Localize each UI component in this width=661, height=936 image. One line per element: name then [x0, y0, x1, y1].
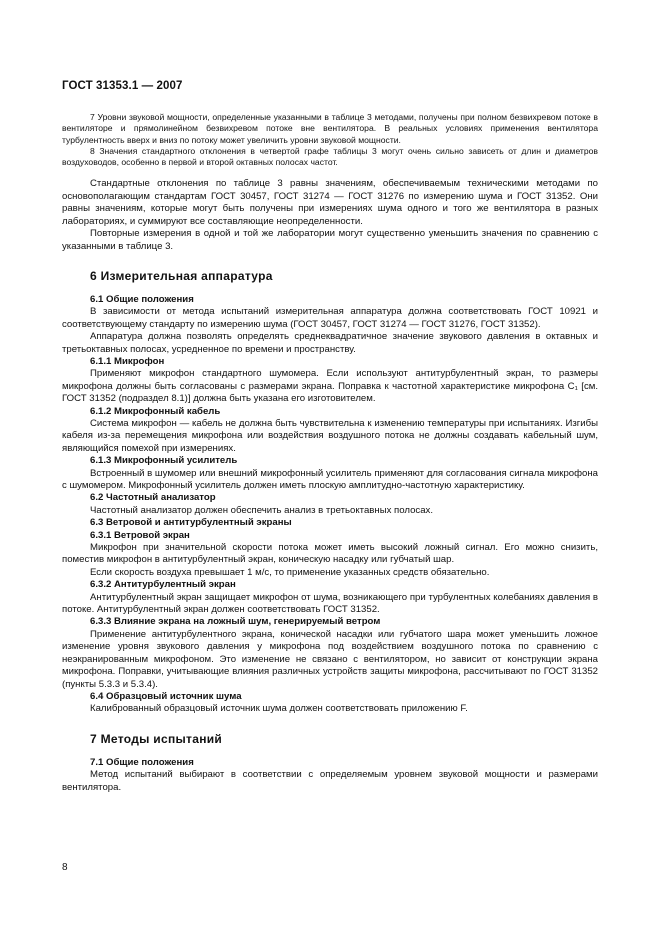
section-6-1-paragraph-1: В зависимости от метода испытаний измерительная аппаратура должна соответствовать ГОСТ 10921 и соответствующему стандарту по измерению шума (ГОСТ 30457, ГОСТ 31274 — ГОСТ 31276, ГОСТ 31352).: [62, 306, 598, 330]
intro-paragraph-2: Повторные измерения в одной и той же лаборатории могут существенно уменьшить значения по сравнению с указанными в таблице 3.: [62, 228, 598, 252]
section-6-3-1-paragraph-2: Если скорость воздуха превышает 1 м/с, то применение указанных средств обязательно.: [90, 566, 490, 578]
section-6-3-2-title: 6.3.2 Антитурбулентный экран: [90, 579, 236, 591]
section-6-1-paragraph-2: Аппаратура должна позволять определять среднеквадратичное значение звукового давления в октавных и третьоктавных полосах, усредненное по времени и пространству.: [62, 331, 598, 355]
section-6-1-3-title: 6.1.3 Микрофонный усилитель: [90, 455, 238, 467]
note-8: 8 Значения стандартного отклонения в четвертой графе таблицы 3 могут очень сильно зависеть от длин и диаметров воздуховодов, особенно в первой и второй октавных полосах частот.: [62, 145, 598, 168]
intro-paragraph-1: Стандартные отклонения по таблице 3 равны значениям, обеспечиваемым техническими методами по основополагающим стандартам ГОСТ 30457, ГОСТ 31274 — ГОСТ 31276 по измерению шума и ГОСТ 31352. Они равны значениям, которые могут быть получены при измерениях шума одного и того же вентилятора в разных лабораториях, и суммируют все составляющие неопределенности.: [62, 178, 598, 227]
section-6-1-title: 6.1 Общие положения: [90, 293, 194, 305]
section-6-3-3-paragraph-1: Применение антитурбулентного экрана, конической насадки или губчатого шара может уменьшить ложное изменение уровня звукового давления у микрофона под воздействием воздушного потока по сравнению с неэкранированным микрофоном. Это изменение не связано с вентилятором, но зависит от конструкции экрана микрофона. Поправки, учитывающие влияния различных устройств защиты микрофона, рассчитывают по ГОСТ 31352 (пункты 5.3.3 и 5.3.4).: [62, 628, 598, 690]
section-6-2-paragraph-1: Частотный анализатор должен обеспечить анализ в третьоктавных полосах.: [90, 504, 434, 516]
document-body: [62, 112, 598, 794]
section-6-3-2-paragraph-1: Антитурбулентный экран защищает микрофон от шума, возникающего при турбулентных колебаниях давления в потоке. Антитурбулентный экран должен соответствовать ГОСТ 31352.: [62, 591, 598, 616]
page-number: 8: [62, 862, 68, 873]
section-6-3-1-title: 6.3.1 Ветровой экран: [90, 529, 190, 541]
section-6-3-1-paragraph-1: Микрофон при значительной скорости потока может иметь высокий ложный сигнал. Его можно снизить, поместив микрофон в антитурбулентный экран, коническую насадку или губчатый шар.: [62, 542, 598, 566]
section-6-1-3-paragraph-1: Встроенный в шумомер или внешний микрофонный усилитель применяют для согласования сигнала микрофона с шумомером. Микрофонный усилитель должен иметь плоскую амплитудно-частотную характеристику.: [62, 467, 598, 492]
section-7-title: 7 Методы испытаний: [90, 731, 223, 746]
section-6-1-2-paragraph-1: Система микрофон — кабель не должна быть чувствительна к изменению температуры при испытаниях. Изгибы кабеля из-за перемещения микрофона или воздействия воздушного потока не должны создавать кабельный шум, являющийся помехой при измерениях.: [62, 417, 598, 454]
section-6-1-2-title: 6.1.2 Микрофонный кабель: [90, 405, 221, 417]
section-6-title: 6 Измерительная аппаратура: [90, 268, 273, 283]
section-7-1-paragraph-1: Метод испытаний выбирают в соответствии с определяемым уровнем звуковой мощности и размерами вентилятора.: [62, 769, 598, 793]
section-6-1-1-title: 6.1.1 Микрофон: [90, 355, 165, 367]
document-header: ГОСТ 31353.1 — 2007: [62, 80, 183, 92]
note-7: 7 Уровни звуковой мощности, определенные указанными в таблице 3 методами, получены при полном безвихревом потоке в вентиляторе и прямолинейном безвихревом потоке вне вентилятора. В реальных условиях применения вентилятора турбулентность вверх и вниз по потоку может увеличить уровни звуковой мощности.: [62, 112, 598, 145]
section-6-4-paragraph-1: Калиброванный образцовый источник шума должен соответствовать приложению F.: [90, 703, 468, 715]
section-6-4-title: 6.4 Образцовый источник шума: [90, 690, 242, 702]
section-6-3-title: 6.3 Ветровой и антитурбулентный экраны: [90, 517, 292, 529]
section-6-2-title: 6.2 Частотный анализатор: [90, 492, 216, 504]
section-7-1-title: 7.1 Общие положения: [90, 756, 194, 768]
section-6-3-3-title: 6.3.3 Влияние экрана на ложный шум, генерируемый ветром: [90, 616, 381, 628]
section-6-1-1-paragraph-1: Применяют микрофон стандартного шумомера. Если используют антитурбулентный экран, то размеры микрофона должны быть согласованы с размерами экрана. Поправка к частотной характеристике микрофона C₁ [см. ГОСТ 31352 (подраздел 8.1)] должна быть указана его изготовителем.: [62, 368, 598, 405]
